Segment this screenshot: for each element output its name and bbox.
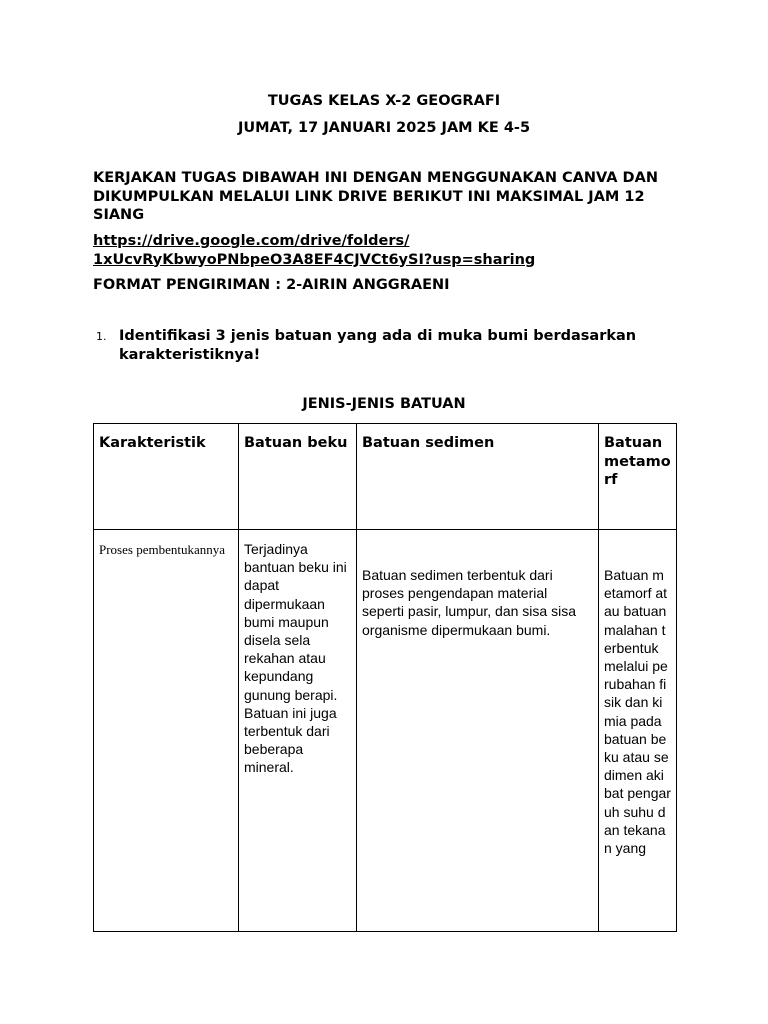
cell-batuan-metamorf: Batuan metamorf atau batuan malahan terbentuk melalui perubahan fisik dan kimia pada batuan beku atau sedimen akibat pengaruh suhu dan tekanan yang bbox=[604, 567, 671, 857]
drive-link-line1[interactable]: https://drive.google.com/drive/folders/ bbox=[93, 233, 410, 249]
header-cell bbox=[357, 424, 599, 530]
header-karakteristik: Karakteristik bbox=[99, 435, 206, 451]
drive-link[interactable] bbox=[93, 232, 693, 269]
row-label: Proses pembentukannya bbox=[99, 542, 226, 557]
document-date: JUMAT, 17 JANUARI 2025 JAM KE 4-5 bbox=[237, 120, 531, 136]
document-title: TUGAS KELAS X-2 GEOGRAFI bbox=[267, 93, 501, 109]
table-cell bbox=[357, 530, 599, 932]
question-text: Identifikasi 3 jenis batuan yang ada di muka bumi berdasarkan karakteristiknya! bbox=[119, 328, 637, 363]
table-title: JENIS-JENIS BATUAN bbox=[302, 396, 466, 412]
table-header-row bbox=[94, 424, 677, 530]
header-batuan-metamorf: Batuan metamorf bbox=[604, 435, 671, 488]
drive-link-line2[interactable]: 1xUcvRyKbwyoPNbpeO3A8EF4CJVCt6ySI?usp=sharing bbox=[93, 251, 536, 268]
rock-types-table bbox=[93, 423, 677, 932]
table-cell bbox=[599, 530, 677, 932]
table-cell bbox=[239, 530, 357, 932]
cell-batuan-sedimen: Batuan sedimen terbentuk dari proses pengendapan material seperti pasir, lumpur, dan sisa sisa organisme dipermukaan bumi. bbox=[362, 567, 576, 638]
assignment-instruction: KERJAKAN TUGAS DIBAWAH INI DENGAN MENGGUNAKAN CANVA DAN DIKUMPULKAN MELALUI LINK DRIVE BERIKUT INI MAKSIMAL JAM 12 SIANG bbox=[93, 170, 658, 223]
table-row bbox=[94, 530, 677, 932]
submission-format: FORMAT PENGIRIMAN : 2-AIRIN ANGGRAENI bbox=[93, 277, 450, 293]
header-cell bbox=[239, 424, 357, 530]
header-cell bbox=[599, 424, 677, 530]
question-number: 1. bbox=[96, 330, 107, 343]
header-batuan-beku: Batuan beku bbox=[244, 435, 348, 451]
table-cell bbox=[94, 530, 239, 932]
header-cell bbox=[94, 424, 239, 530]
header-batuan-sedimen: Batuan sedimen bbox=[362, 435, 495, 451]
cell-batuan-beku: Terjadinya bantuan beku ini dapat dipermukaan bumi maupun disela sela rekahan atau kepundang gunung berapi. Batuan ini juga terbentuk dari beberapa mineral. bbox=[244, 541, 347, 776]
